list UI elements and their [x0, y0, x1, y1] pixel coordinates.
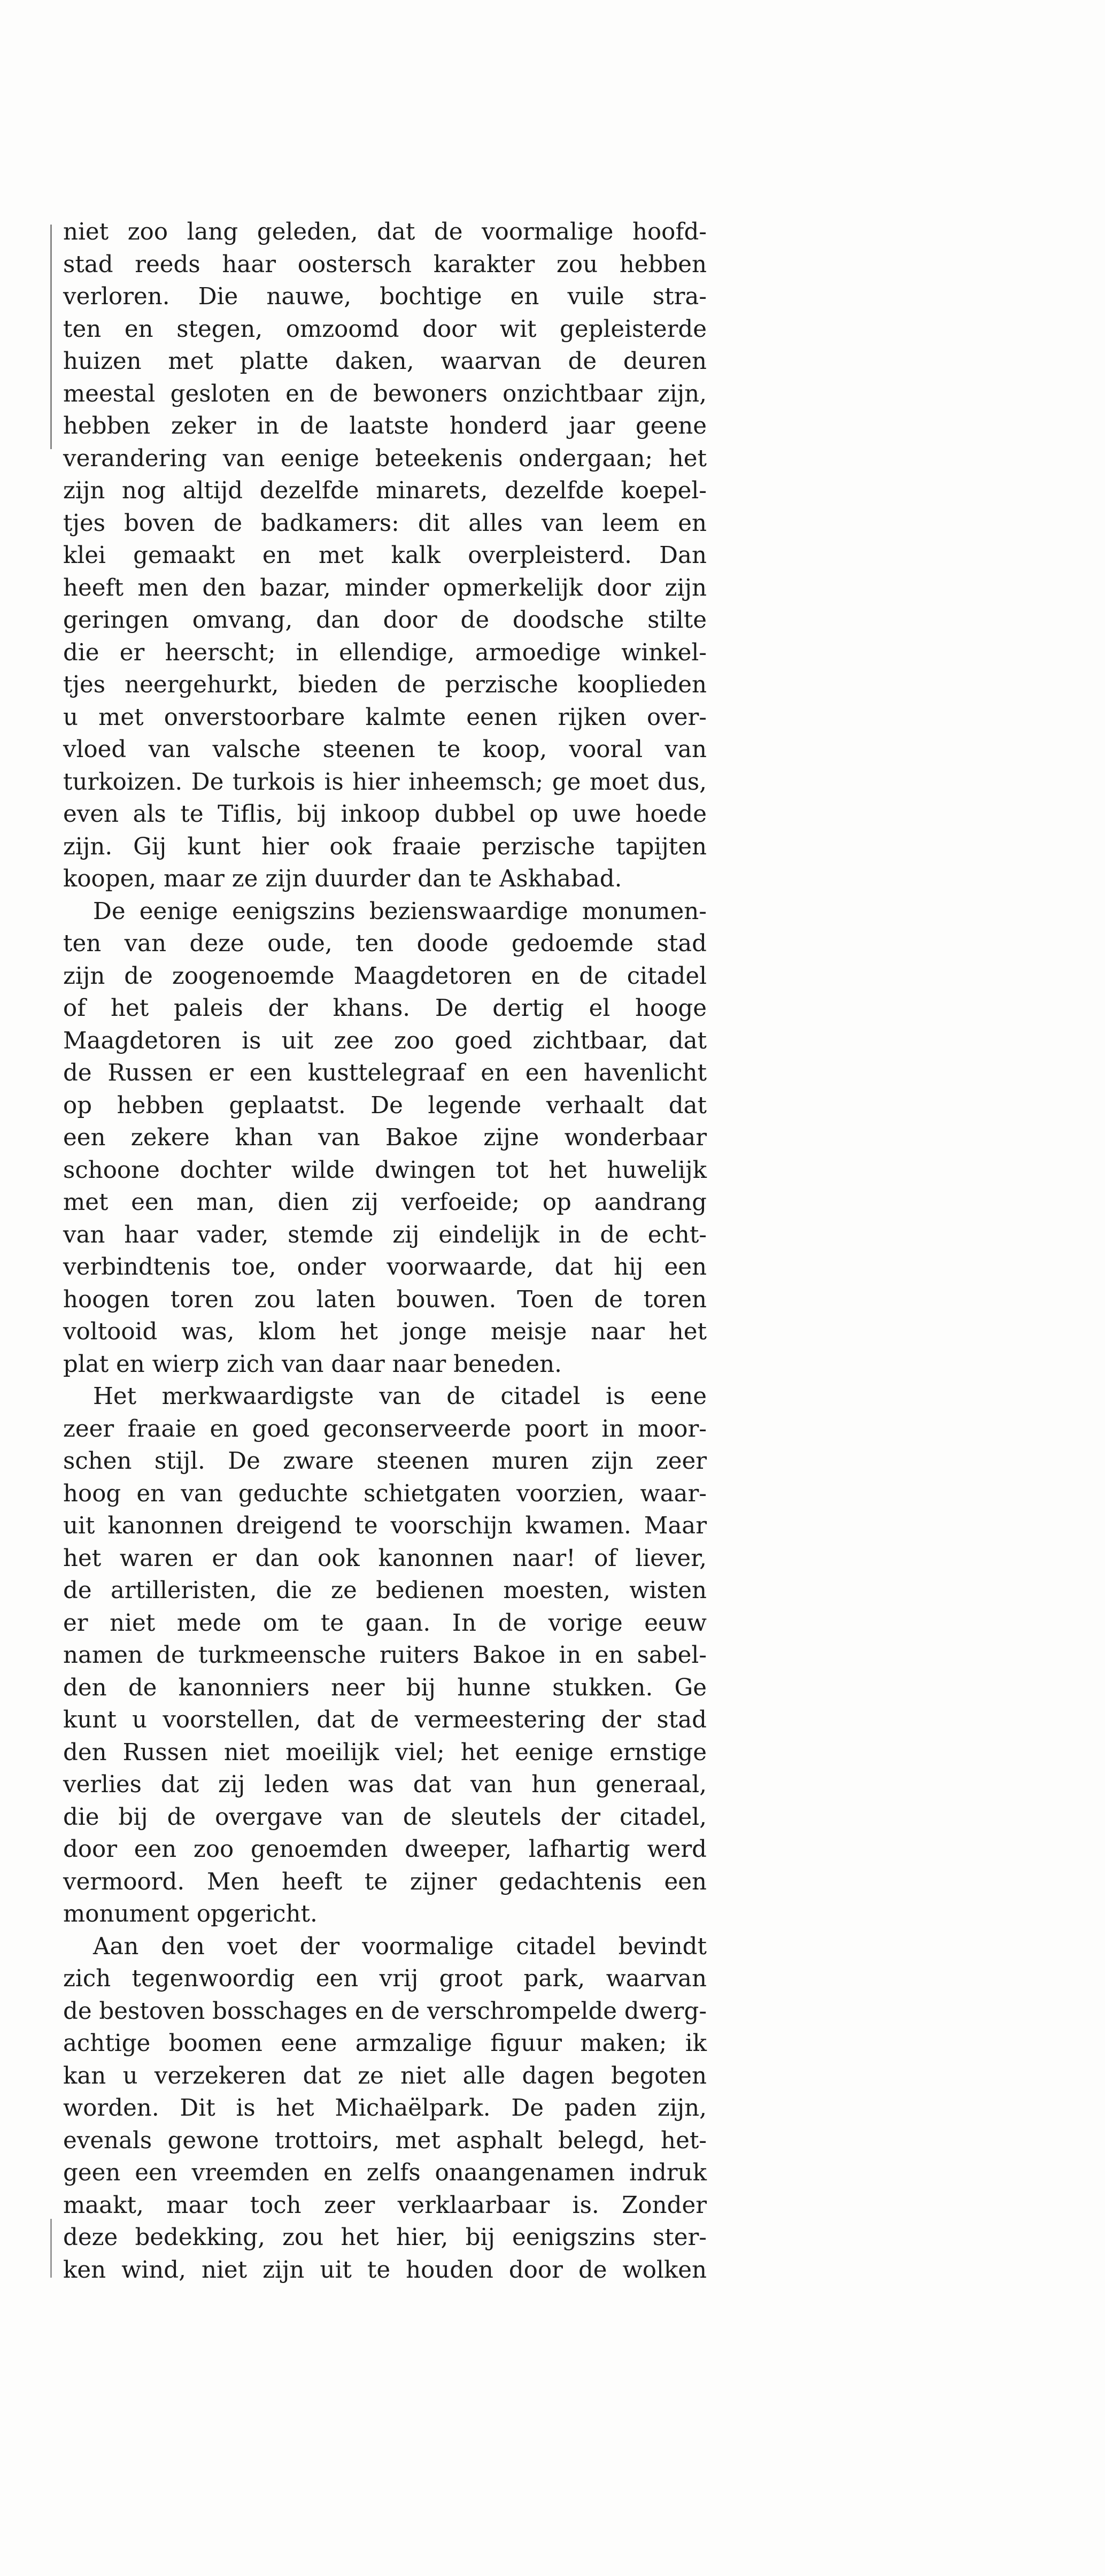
text-line: voltooid was, klom het jonge meisje naar het	[63, 1318, 707, 1345]
text-line: Aan den voet der voormalige citadel bevindt	[93, 1933, 707, 1960]
text-line: door een zoo genoemden dweeper, lafhartig werd	[63, 1836, 707, 1863]
text-line: uit kanonnen dreigend te voorschijn kwamen. Maar	[63, 1513, 707, 1539]
text-line: u met onverstoorbare kalmte eenen rijken over-	[63, 704, 707, 731]
text-line: die bij de overgave van de sleutels der citadel,	[63, 1803, 707, 1831]
text-line: die er heerscht; in ellendige, armoedige winkel-	[63, 639, 707, 666]
text-line: verbindtenis toe, onder voorwaarde, dat hij een	[63, 1254, 707, 1281]
margin-mark	[50, 2219, 52, 2278]
text-line: met een man, dien zij verfoeide; op aandrang	[63, 1189, 707, 1216]
text-line: den de kanonniers neer bij hunne stukken. Ge	[63, 1674, 707, 1701]
text-line: hebben zeker in de laatste honderd jaar geene	[63, 413, 707, 439]
text-line: worden. Dit is het Michaëlpark. De paden zijn,	[63, 2095, 707, 2122]
text-line: Maagdetoren is uit zee zoo goed zichtbaar, dat	[63, 1027, 707, 1054]
text-line: zijn de zoogenoemde Maagdetoren en de citadel	[63, 962, 707, 990]
text-line: monument opgericht.	[63, 1901, 318, 1927]
text-line: turkoizen. De turkois is hier inheemsch; ge moet dus,	[63, 768, 707, 796]
text-line: schen stijl. De zware steenen muren zijn zeer	[63, 1448, 707, 1475]
text-line: tjes boven de badkamers: dit alles van leem en	[63, 510, 707, 537]
text-line: achtige boomen eene armzalige figuur maken; ik	[63, 2030, 707, 2057]
paragraph	[63, 1931, 707, 2287]
text-line: op hebben geplaatst. De legende verhaalt dat	[63, 1092, 707, 1119]
text-line: schoone dochter wilde dwingen tot het huwelijk	[63, 1156, 707, 1184]
text-line: heeft men den bazar, minder opmerkelijk door zijn	[63, 574, 707, 601]
text-line: maakt, maar toch zeer verklaarbaar is. Zonder	[63, 2192, 707, 2219]
text-line: van haar vader, stemde zij eindelijk in de echt-	[63, 1221, 707, 1248]
text-line: hoogen toren zou laten bouwen. Toen de toren	[63, 1286, 707, 1313]
text-line: zijn nog altijd dezelfde minarets, dezelfde koepel-	[63, 477, 707, 504]
text-line: ten en stegen, omzoomd door wit gepleisterde	[63, 315, 707, 343]
text-line: geen een vreemden en zelfs onaangenamen indruk	[63, 2159, 707, 2186]
text-line: namen de turkmeensche ruiters Bakoe in en sabel-	[63, 1642, 707, 1669]
text-line: even als te Tiflis, bij inkoop dubbel op uwe hoede	[63, 801, 707, 828]
text-line: huizen met platte daken, waarvan de deuren	[63, 348, 707, 375]
text-line: meestal gesloten en de bewoners onzichtbaar zijn,	[63, 380, 707, 407]
text-line: den Russen niet moeilijk viel; het eenige ernstige	[63, 1739, 707, 1766]
text-line: de bestoven bosschages en de verschrompelde dwerg-	[63, 1997, 707, 2025]
paragraph	[63, 216, 707, 896]
text-line: de artilleristen, die ze bedienen moesten, wisten	[63, 1577, 707, 1604]
text-line: De eenige eenigszins bezienswaardige monumen-	[93, 898, 707, 925]
text-line: vermoord. Men heeft te zijner gedachtenis een	[63, 1868, 707, 1895]
text-line: klei gemaakt en met kalk overpleisterd. Dan	[63, 542, 707, 569]
text-line: verlies dat zij leden was dat van hun generaal,	[63, 1771, 707, 1798]
text-line: Het merkwaardigste van de citadel is eene	[93, 1383, 707, 1410]
text-line: plat en wierp zich van daar naar beneden.	[63, 1351, 562, 1378]
text-line: ken wind, niet zijn uit te houden door de wolken	[63, 2256, 707, 2284]
text-line: of het paleis der khans. De dertig el hooge	[63, 995, 707, 1022]
text-line: zeer fraaie en goed geconserveerde poort in moor-	[63, 1415, 707, 1443]
text-line: verandering van eenige beteekenis ondergaan; het	[63, 445, 707, 472]
text-line: evenals gewone trottoirs, met asphalt belegd, het-	[63, 2127, 707, 2154]
text-line: koopen, maar ze zijn duurder dan te Askhabad.	[63, 866, 622, 892]
text-line: stad reeds haar oostersch karakter zou hebben	[63, 251, 707, 278]
text-line: geringen omvang, dan door de doodsche stilte	[63, 607, 707, 634]
text-line: deze bedekking, zou het hier, bij eenigszins ster-	[63, 2224, 707, 2251]
text-line: verloren. Die nauwe, bochtige en vuile stra-	[63, 283, 707, 310]
text-line: tjes neergehurkt, bieden de perzische kooplieden	[63, 672, 707, 698]
text-line: een zekere khan van Bakoe zijne wonderbaar	[63, 1124, 707, 1151]
text-line: niet zoo lang geleden, dat de voormalige hoofd-	[63, 219, 707, 245]
text-line: zich tegenwoordig een vrij groot park, waarvan	[63, 1965, 707, 1992]
text-line: het waren er dan ook kanonnen naar! of liever,	[63, 1545, 707, 1572]
margin-mark	[50, 225, 52, 449]
text-line: zijn. Gij kunt hier ook fraaie perzische tapijten	[63, 833, 707, 860]
paragraph	[63, 896, 707, 1381]
text-line: ten van deze oude, ten doode gedoemde stad	[63, 930, 707, 957]
text-line: er niet mede om te gaan. In de vorige eeuw	[63, 1609, 707, 1637]
text-line: kan u verzekeren dat ze niet alle dagen begoten	[63, 2062, 707, 2089]
paragraph	[63, 1380, 707, 1931]
text-line: vloed van valsche steenen te koop, vooral van	[63, 736, 707, 763]
text-line: de Russen er een kusttelegraaf en een havenlicht	[63, 1060, 707, 1086]
text-line: kunt u voorstellen, dat de vermeestering der stad	[63, 1707, 707, 1733]
text-line: hoog en van geduchte schietgaten voorzien, waar-	[63, 1480, 707, 1507]
text-column	[63, 216, 707, 2286]
